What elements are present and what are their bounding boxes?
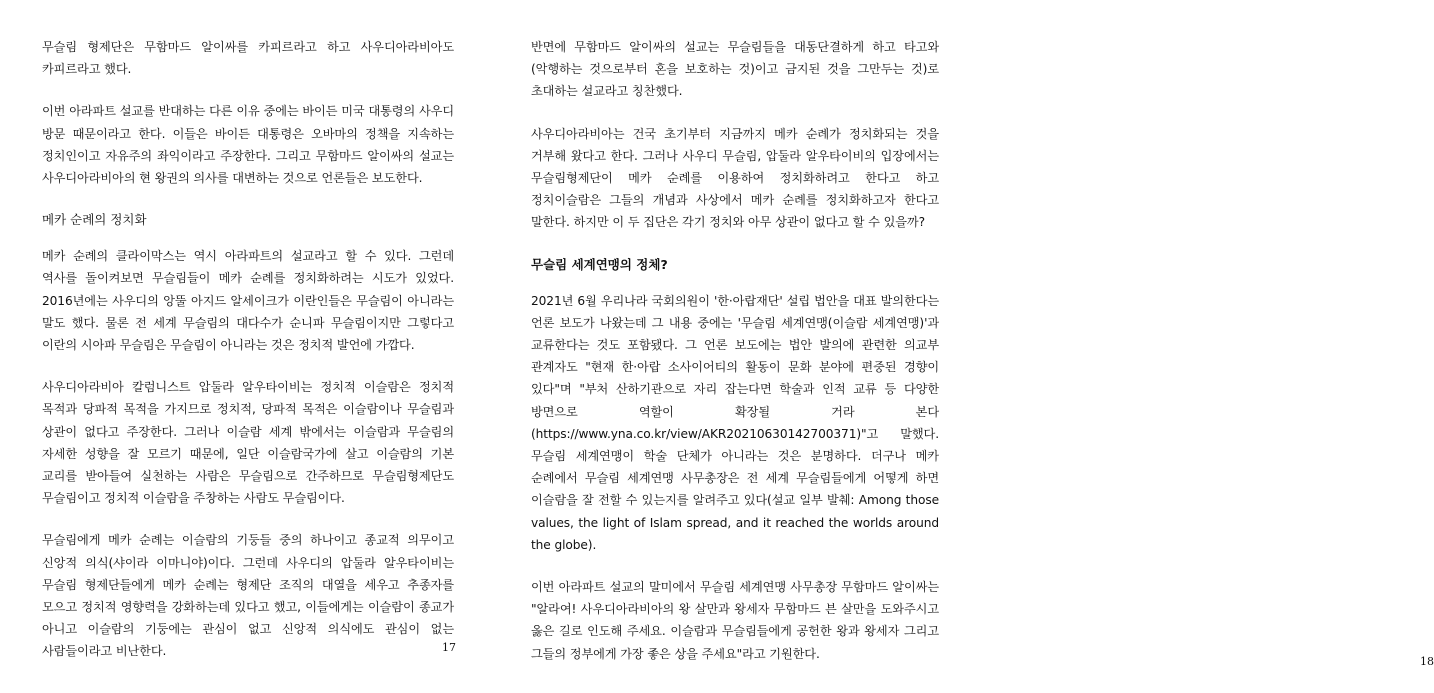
- paragraph: 무슬림 형제단은 무함마드 알이싸를 카피르라고 하고 사우디아라비아도 카피르라고 했다.: [42, 40, 454, 77]
- paragraph: 반면에 무함마드 알이싸의 설교는 무슬림들을 대동단결하게 하고 타고와(악행하는 것으로부터 혼을 보호하는 것)이고 금지된 것을 그만두는 것)로 초대하는 설교라고 칭찬했다.: [531, 40, 939, 99]
- section-heading: 무슬림 세계연맹의 정체?: [531, 256, 668, 272]
- left-page: [0, 0, 490, 693]
- page-number: 17: [442, 641, 456, 654]
- paragraph: 사우디아라비아 칼럼니스트 압둘라 알우타이비는 정치적 이슬람은 정치적 목적과 당파적 목적을 가지므로 정치적, 당파적 목적은 이슬람이나 무슬림과 상관이 없다고 주장한다. 그러나 이슬람 세계 밖에서는 이슬람과 무슬림의 자세한 성향을 잘 모르기 때문에, 일단 이슬람국가에 살고 이슬람의 기본 교리를 받아들여 실천하는 사람은 무슬림으로 간주하므로 무슬림형제단도 무슬림이고 정치적 이슬람을 주창하는 사람도 무슬림이다.: [42, 380, 454, 506]
- paragraph: 사우디아라비아는 건국 초기부터 지금까지 메카 순례가 정치화되는 것을 거부해 왔다고 한다. 그러나 사우디 무슬림, 압둘라 알우타이비의 입장에서는 무슬림형제단이 메카 순례를 이용하여 정치화하려고 한다고 하고 정치이슬람은 그들의 개념과 사상에서 메카 순례를 정치화하고자 한다고 말한다. 하지만 이 두 집단은 각기 정치와 아무 상관이 없다고 할 수 있을까?: [531, 126, 939, 230]
- paragraph: 이번 아라파트 설교의 말미에서 무슬림 세계연맹 사무총장 무함마드 알이싸는 "알라여! 사우디아라비아의 왕 살만과 왕세자 무함마드 븐 살만을 도와주시고 옳은 길로 인도해 주세요. 이슬람과 무슬림들에게 공헌한 왕과 왕세자 그리고 그들의 정부에게 가장 좋은 상을 주세요"라고 기원한다.: [531, 580, 939, 661]
- paragraph: 무슬림에게 메카 순례는 이슬람의 기둥들 중의 하나이고 종교적 의무이고 신앙적 의식(샤이라 이마니야)이다. 그런데 사우디의 압둘라 알우타이비는 무슬림 형제단들에게 메카 순례는 형제단 조직의 대열을 세우고 추종자를 모으고 정치적 영향력을 강화하는데 있다고 했고, 이들에게는 이슬람이 종교가 아니고 이슬람의 기둥에는 관심이 없고 신앙적 의식에도 관심이 없는 사람들이라고 비난한다.: [42, 533, 454, 659]
- paragraph: 메카 순례의 클라이막스는 역시 아라파트의 설교라고 할 수 있다. 그런데 역사를 돌이켜보면 무슬림들이 메카 순례를 정치화하려는 시도가 있었다. 2016년에는 사우디의 앙뚤 아지드 알세이크가 이란인들은 무슬림이 아니라는 말도 했다. 물론 전 세계 무슬림의 대다수가 순니파 무슬림이지만 그렇다고 이란의 시아파 무슬림은 무슬림이 아니라는 것은 정치적 발언에 가깝다.: [42, 249, 454, 353]
- section-heading: 메카 순례의 정치화: [42, 212, 147, 228]
- page-number: 18: [1420, 655, 1434, 668]
- paragraph: 2021년 6월 우리나라 국회의원이 '한·아랍재단' 설립 법안을 대표 발의한다는 언론 보도가 나왔는데 그 내용 중에는 '무슬림 세계연맹(이슬람 세계연맹)'과 교류한다는 것도 포함됐다. 그 언론 보도에는 법안 발의에 관련한 의교부 관계자도 "현재 한·아랍 소사이어티의 활동이 문화 분야에 편중된 경향이 있다"며 "부처 산하기관으로 자리 잡는다면 학술과 인적 교류 등 다양한 방면으로 역할이 확장될 거라 본다 (https://www.yna.co.kr/view/AKR20210630142700371)"고 말했다. 무슬림 세계연맹이 학술 단체가 아니라는 것은 분명하다. 더구나 메카 순례에서 무슬림 세계연맹 사무총장은 전 세계 무슬림들에게 어떻게 하면 이슬람을 잘 전할 수 있는지를 알려주고 있다(설교 일부 발췌: Among those values, the light of Islam spread, and it reached the worlds around the globe).: [531, 293, 939, 552]
- paragraph: 이번 아라파트 설교를 반대하는 다른 이유 중에는 바이든 미국 대통령의 사우디 방문 때문이라고 한다. 이들은 바이든 대통령은 오바마의 정책을 지속하는 정치인이고 자유주의 좌익이라고 주장한다. 그리고 무함마드 알이싸의 설교는 사우디아라비아의 현 왕권의 의사를 대변하는 것으로 언론들은 보도한다.: [42, 104, 454, 186]
- right-page: [490, 0, 1434, 693]
- right-page-body: [531, 36, 939, 685]
- left-page-body: [42, 36, 454, 683]
